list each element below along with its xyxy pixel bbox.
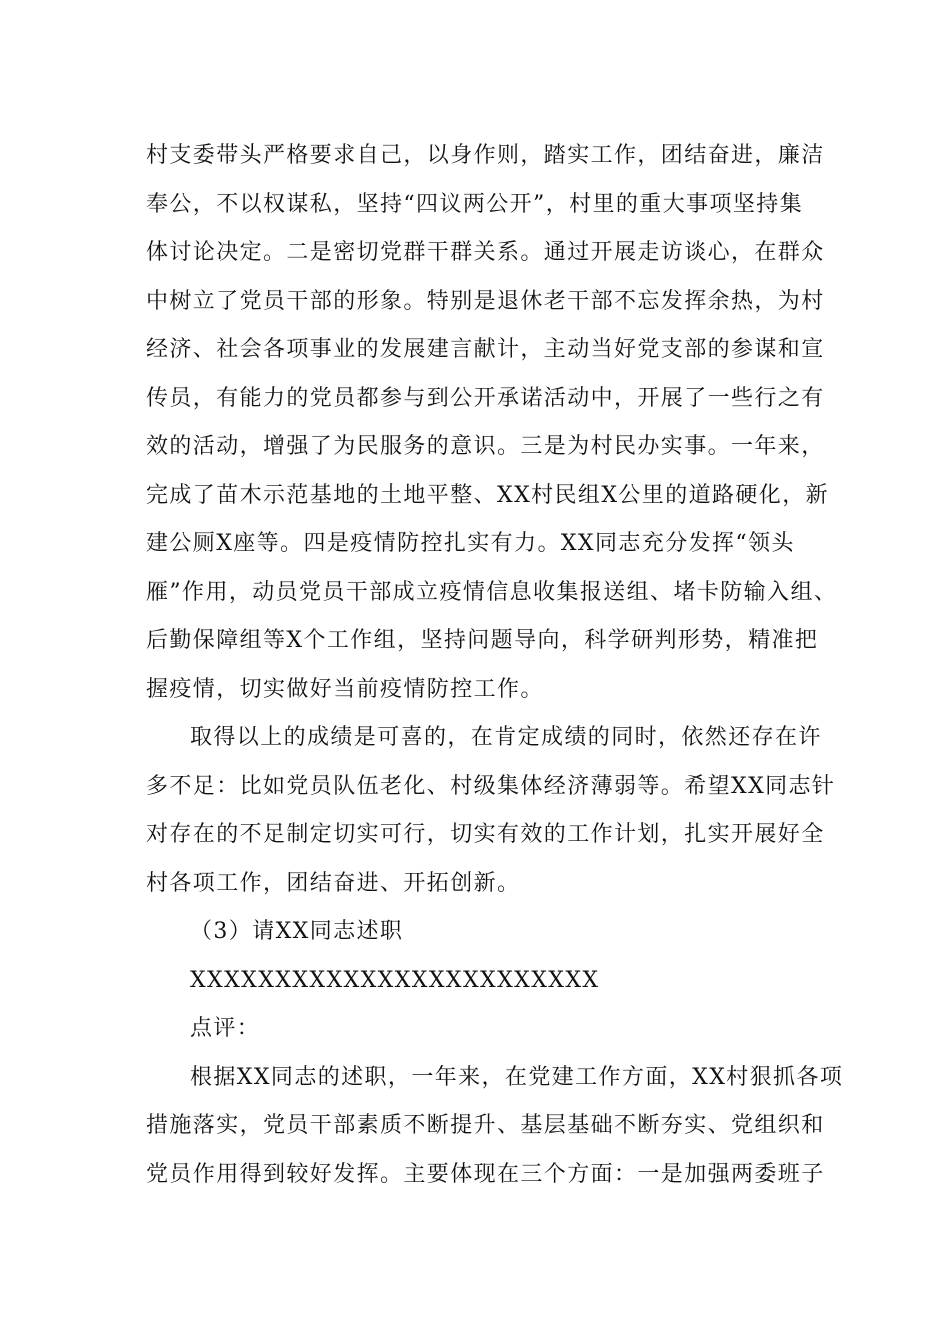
paragraph-achievements-continued — [146, 132, 838, 714]
comment-label: 点评： — [190, 1016, 261, 1041]
text-line: 村各项工作，团结奋进、开拓创新。 — [146, 870, 521, 896]
text-line: 效的活动，增强了为民服务的意识。三是为村民办实事。一年来， — [146, 434, 825, 459]
text-line: 党员作用得到较好发挥。主要体现在三个方面：一是加强两委班子 — [146, 1161, 825, 1187]
text-line: 奉公，不以权谋私，坚持“四议两公开”，村里的重大事项坚持集 — [146, 191, 804, 217]
paragraph-section-heading — [146, 908, 816, 957]
text-line: 经济、社会各项事业的发展建言献计，主动当好党支部的参谋和宣 — [146, 337, 825, 362]
text-line: 建公厕X座等。四是疫情防控扎实有力。XX同志充分发挥“领头 — [146, 531, 795, 556]
text-line: 完成了苗木示范基地的土地平整、XX村民组X公里的道路硬化，新 — [146, 482, 829, 508]
paragraph-placeholder — [146, 957, 816, 1006]
text-line: 村支委带头严格要求自己，以身作则，踏实工作，团结奋进，廉洁 — [146, 143, 825, 168]
text-line: 传员，有能力的党员都参与到公开承诺活动中，开展了一些行之有 — [146, 385, 825, 411]
text-line: 措施落实，党员干部素质不断提升、基层基础不断夯实、党组织和 — [146, 1113, 825, 1138]
text-line: 后勤保障组等X个工作组，坚持问题导向，科学研判形势，精准把 — [146, 628, 819, 653]
document-body — [146, 132, 844, 1199]
paragraph-shortcomings — [146, 714, 836, 908]
paragraph-comment-label — [146, 1005, 816, 1054]
text-line: 对存在的不足制定切实可行，切实有效的工作计划，扎实开展好全 — [146, 822, 825, 847]
section-heading: （3）请XX同志述职 — [190, 919, 404, 944]
text-line: 体讨论决定。二是密切党群干群关系。通过开展走访谈心，在群众 — [146, 240, 825, 265]
text-line: 多不足：比如党员队伍老化、村级集体经济薄弱等。希望XX同志针 — [146, 773, 836, 799]
text-line: 雁”作用，动员党员干部成立疫情信息收集报送组、堵卡防输入组、 — [146, 579, 838, 605]
paragraph-comment-body — [146, 1054, 844, 1200]
text-line: 取得以上的成绩是可喜的，在肯定成绩的同时，依然还存在许 — [190, 725, 822, 750]
text-line: 中树立了党员干部的形象。特别是退休老干部不忘发挥余热，为村 — [146, 288, 825, 314]
text-line: 握疫情，切实做好当前疫情防控工作。 — [146, 676, 544, 702]
placeholder-text: XXXXXXXXXXXXXXXXXXXXXXXX — [190, 967, 600, 993]
text-line: 根据XX同志的述职，一年来，在党建工作方面，XX村狠抓各项 — [190, 1064, 844, 1090]
